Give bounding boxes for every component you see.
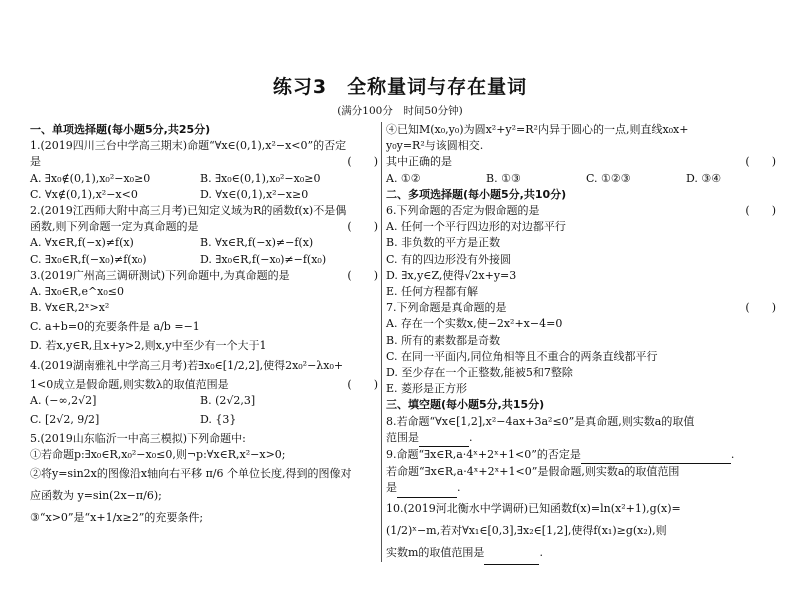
q7-option-d: D. 至少存在一个正整数,能被5和7整除 bbox=[386, 366, 573, 380]
q1-options-row-2: C. ∀x∉(0,1),x²−x<0 D. ∀x∈(0,1),x²−x≥0 bbox=[30, 187, 309, 201]
page-subtitle: (满分100分 时间50分钟) bbox=[337, 105, 463, 117]
q6-option-d: D. ∃x,y∈Z,使得√2x+y=3 bbox=[386, 268, 517, 282]
q6-option-b: B. 非负数的平方是正数 bbox=[386, 236, 501, 250]
q9-stem-2: 若命题“∃x∈R,a·4ˣ+2ˣ+1<0”是假命题,则实数a的取值范围 bbox=[386, 465, 680, 479]
q3-stem: 3.(2019广州高三调研测试)下列命题中,为真命题的是 ( ) bbox=[30, 268, 382, 284]
answer-paren: ( ) bbox=[347, 220, 378, 234]
q5-statement-2-cont: 应函数为 y=sin(2x−π/6); bbox=[30, 489, 162, 503]
q10-stem-end: 实数m的取值范围是 . bbox=[386, 542, 780, 565]
q7-stem: 7.下列命题是真命题的是 ( ) bbox=[386, 300, 780, 316]
answer-paren: ( ) bbox=[347, 268, 378, 282]
q7-option-c: C. 在同一平面内,同位角相等且不重合的两条直线都平行 bbox=[386, 349, 658, 363]
q4-stem-cont: 1<0成立是假命题,则实数λ的取值范围是 ( ) bbox=[30, 377, 382, 393]
q1-options-row-1: A. ∃x₀∉(0,1),x₀²−x₀≥0 B. ∃x₀∈(0,1),x₀²−x₀≥0 bbox=[30, 171, 321, 185]
q6-option-e: E. 任何方程都有解 bbox=[386, 285, 479, 299]
q3-option-b: B. ∀x∈R,2ˣ>x² bbox=[30, 301, 110, 315]
q7-option-b: B. 所有的素数都是奇数 bbox=[386, 333, 501, 347]
q6-stem: 6.下列命题的否定为假命题的是 ( ) bbox=[386, 203, 780, 219]
q2-stem: 2.(2019江西师大附中高三月考)已知定义域为R的函数f(x)不是偶 bbox=[30, 204, 347, 218]
q5-statement-3: ③“x>0”是“x+1/x≥2”的充要条件; bbox=[30, 511, 204, 525]
q9-stem-3: 是 . bbox=[386, 480, 780, 497]
section-2-heading: 二、多项选择题(每小题5分,共10分) bbox=[386, 187, 567, 201]
q3-option-d: D. 若x,y∈R,且x+y>2,则x,y中至少有一个大于1 bbox=[30, 339, 267, 353]
q4-options-row-2: C. [2√2, 9/2] D. {3} bbox=[30, 413, 237, 427]
q7-option-e: E. 菱形是正方形 bbox=[386, 382, 468, 396]
right-column bbox=[386, 122, 780, 565]
page-title: 练习3 全称量词与存在量词 bbox=[272, 76, 528, 98]
answer-paren: ( ) bbox=[745, 301, 776, 315]
q5-options: A. ①② B. ①③ C. ①②③ D. ③④ bbox=[386, 171, 722, 185]
answer-paren: ( ) bbox=[347, 155, 378, 169]
q5-statement-2: ②将y=sin2x的图像沿x轴向右平移 π/6 个单位长度,得到的图像对 bbox=[30, 467, 352, 481]
q1-stem: 1.(2019四川三台中学高三期末)命题“∀x∈(0,1),x²−x<0”的否定 bbox=[30, 139, 347, 153]
q10-stem-cont: (1/2)ˣ−m,若对∀x₁∈[0,3],∃x₂∈[1,2],使得f(x₁)≥g(x₂),则 bbox=[386, 523, 667, 537]
answer-blank bbox=[397, 480, 457, 497]
section-1-heading: 一、单项选择题(每小题5分,共25分) bbox=[30, 123, 211, 136]
q1-stem-cont: 是 ( ) bbox=[30, 154, 382, 170]
answer-blank bbox=[581, 447, 731, 464]
q4-stem: 4.(2019湖南雅礼中学高三月考)若∃x₀∈[1/2,2],使得2x₀²−λx₀+ bbox=[30, 358, 344, 372]
q8-stem: 8.若命题“∀x∈[1,2],x²−4ax+3a²≤0”是真命题,则实数a的取值 bbox=[386, 414, 695, 428]
q5-stem: 5.(2019山东临沂一中高三模拟)下列命题中: bbox=[30, 432, 246, 446]
answer-blank bbox=[419, 430, 469, 447]
answer-blank bbox=[484, 542, 539, 565]
q5-statement-4-cont: y₀y=R²与该圆相交. bbox=[386, 139, 484, 153]
answer-paren: ( ) bbox=[745, 155, 776, 169]
q8-stem-cont: 范围是 . bbox=[386, 430, 780, 447]
section-3-heading: 三、填空题(每小题5分,共15分) bbox=[386, 398, 545, 412]
q3-option-c: C. a+b=0的充要条件是 a/b =−1 bbox=[30, 320, 200, 334]
q2-options-row-1: A. ∀x∈R,f(−x)≠f(x) B. ∀x∈R,f(−x)≠−f(x) bbox=[30, 236, 314, 250]
q5-statement-1: ①若命题p:∃x₀∈R,x₀²−x₀≤0,则¬p:∀x∈R,x²−x>0; bbox=[30, 448, 286, 462]
q5-prompt: 其中正确的是 ( ) bbox=[386, 154, 780, 170]
answer-paren: ( ) bbox=[347, 377, 378, 391]
q9-stem: 9.命题“∃x∈R,a·4ˣ+2ˣ+1<0”的否定是 . bbox=[386, 447, 780, 464]
left-column bbox=[30, 122, 382, 529]
q6-option-a: A. 任何一个平行四边形的对边都平行 bbox=[386, 220, 566, 234]
answer-paren: ( ) bbox=[745, 204, 776, 218]
q4-options-row-1: A. (−∞,2√2] B. (2√2,3] bbox=[30, 393, 256, 407]
q3-option-a: A. ∃x₀∈R,e^x₀≤0 bbox=[30, 285, 124, 299]
q7-option-a: A. 存在一个实数x,使−2x²+x−4=0 bbox=[386, 317, 563, 331]
q5-statement-4: ④已知M(x₀,y₀)为圆x²+y²=R²内异于圆心的一点,则直线x₀x+ bbox=[386, 123, 689, 136]
q10-stem: 10.(2019河北衡水中学调研)已知函数f(x)=ln(x²+1),g(x)= bbox=[386, 501, 681, 515]
q2-stem-cont: 函数,则下列命题一定为真命题的是 ( ) bbox=[30, 219, 382, 235]
q2-options-row-2: C. ∃x₀∈R,f(−x₀)≠f(x₀) D. ∃x₀∈R,f(−x₀)≠−f(x₀) bbox=[30, 252, 327, 266]
q6-option-c: C. 有的四边形没有外接圆 bbox=[386, 252, 512, 266]
